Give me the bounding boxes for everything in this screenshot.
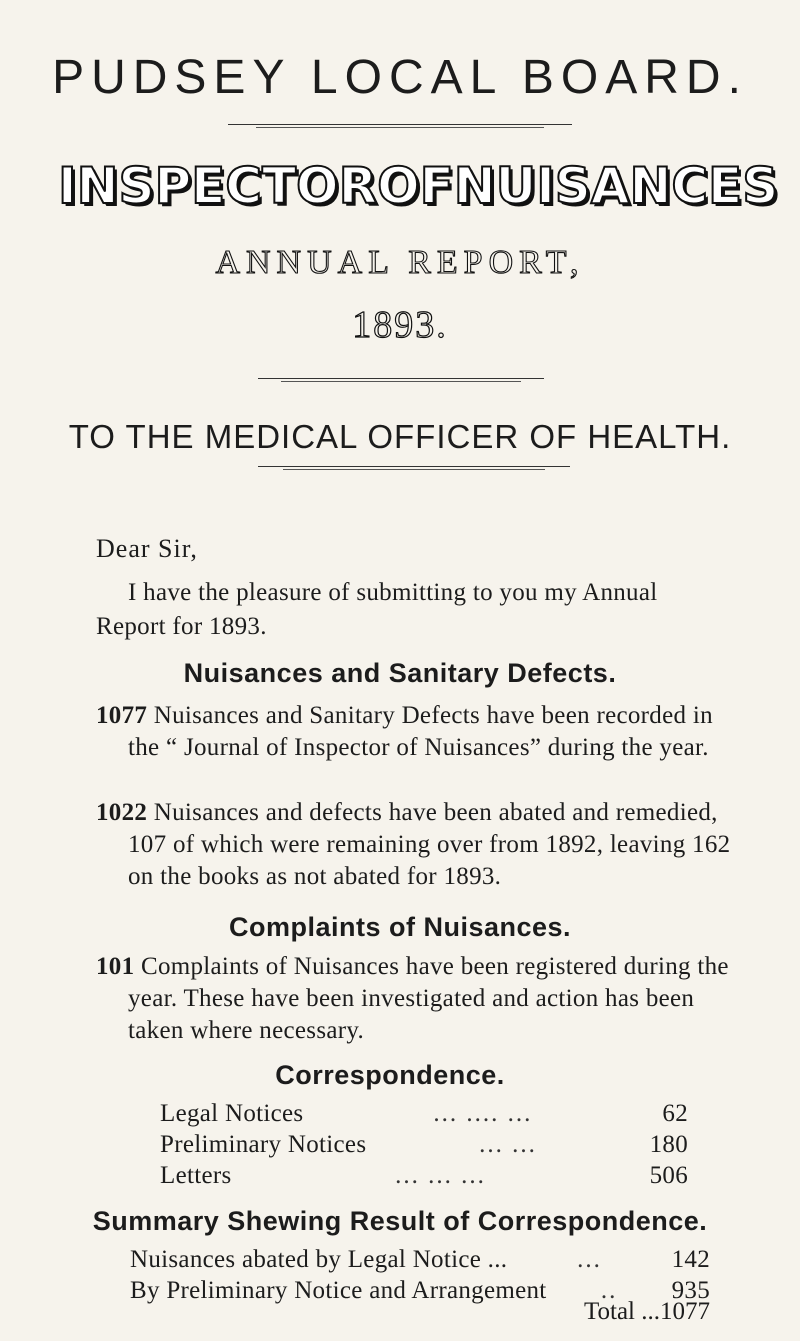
report-year: 1893. — [352, 304, 448, 346]
addressee-heading: TO THE MEDICAL OFFICER OF HEALTH. — [68, 418, 732, 455]
row-value: 62 — [662, 1100, 688, 1127]
section-heading-correspondence: Correspondence. — [275, 1060, 505, 1090]
row-value: 506 — [649, 1162, 688, 1189]
row-leader: ... ... — [479, 1131, 537, 1158]
row-label: Letters — [160, 1162, 232, 1189]
ornate-word-of: OF — [377, 157, 454, 215]
row-leader: .. — [600, 1277, 618, 1304]
entry-number: 1022 — [96, 799, 148, 826]
total-row — [520, 1298, 710, 1326]
salutation: Dear Sir, — [96, 534, 198, 563]
table-row — [130, 1244, 710, 1275]
ornate-word-inspector: INSPECTOR — [58, 157, 378, 215]
entry-text: Nuisances and Sanitary Defects have been recorded in the “ Journal of Inspector of Nuisances” during the year. — [128, 702, 713, 761]
section-heading-complaints: Complaints of Nuisances. — [228, 912, 572, 942]
table-row — [160, 1129, 688, 1160]
ornate-word-nuisances: NUISANCES — [453, 157, 779, 215]
entry-number: 1077 — [96, 702, 148, 729]
row-value: 142 — [671, 1246, 710, 1273]
intro-paragraph: I have the pleasure of submitting to you my Annual Report for 1893. — [96, 579, 658, 640]
complaints-entry — [96, 951, 748, 1047]
section-heading-summary: Summary Shewing Result of Correspondence. — [92, 1206, 708, 1236]
nuisance-entry — [96, 797, 748, 893]
entry-text: Complaints of Nuisances have been registered during the year. These have been investigated and action has been taken where necessary. — [128, 953, 729, 1044]
entry-number: 101 — [96, 953, 135, 980]
row-leader: ... ... ... — [395, 1162, 486, 1189]
divider-rule — [258, 378, 544, 379]
row-value: 180 — [649, 1131, 688, 1158]
row-label: Preliminary Notices — [160, 1131, 367, 1158]
correspondence-table — [160, 1098, 688, 1191]
nuisance-entry — [96, 700, 748, 764]
table-row — [160, 1160, 688, 1191]
board-title: PUDSEY LOCAL BOARD. — [52, 51, 748, 104]
row-leader: ... — [577, 1246, 602, 1273]
ornate-title — [58, 152, 779, 220]
table-row — [160, 1098, 688, 1129]
entry-text: Nuisances and defects have been abated and remedied, 107 of which were remaining over from 1892, leaving 162 on the books as not abated for 1893. — [128, 799, 731, 890]
row-label: Nuisances abated by Legal Notice ... — [130, 1246, 508, 1273]
row-leader: ... .... ... — [433, 1100, 533, 1127]
summary-table — [130, 1244, 710, 1306]
row-label: Legal Notices — [160, 1100, 304, 1127]
annual-report-title: ANNUAL REPORT, — [215, 244, 585, 281]
divider-rule — [258, 466, 570, 467]
row-label: By Preliminary Notice and Arrangement — [130, 1277, 547, 1304]
divider-rule — [228, 124, 572, 125]
total-label: Total ... — [583, 1298, 660, 1325]
total-value: 1077 — [660, 1298, 710, 1325]
section-heading-nuisances: Nuisances and Sanitary Defects. — [183, 658, 617, 688]
row-value: 935 — [671, 1277, 710, 1304]
